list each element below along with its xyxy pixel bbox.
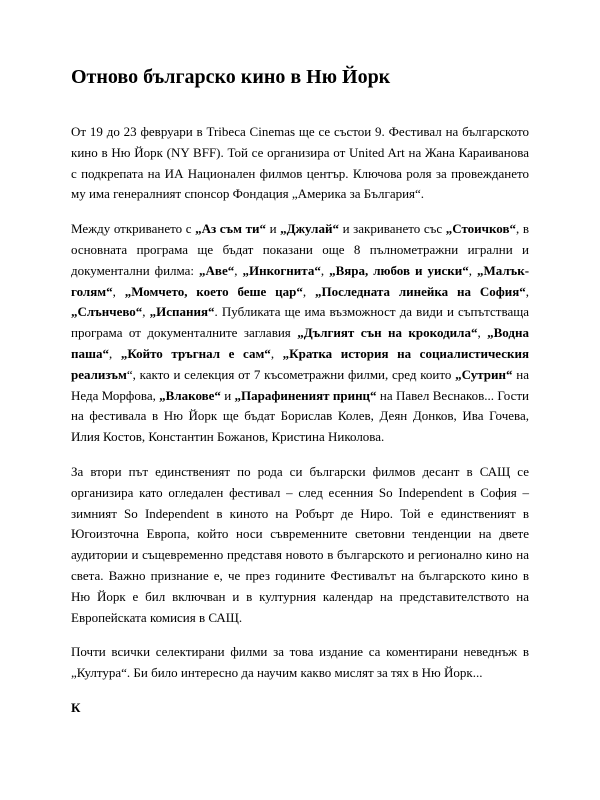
film-title: „Момчето, което беше цар“	[124, 283, 303, 299]
program-text: . Публиката ще има възможност да види и съпътстваща програма от документалните заглавия	[71, 304, 529, 341]
program-text: ,	[108, 345, 121, 361]
program-text: и	[220, 387, 235, 403]
film-title: „Кратка история на социалистическия реализъм	[71, 345, 530, 382]
film-title: „Парафиненият принц“	[234, 387, 377, 403]
program-text: ,	[525, 283, 530, 299]
program-text: Между откриването с	[71, 221, 196, 237]
article-title: Отново българско кино в Ню Йорк	[71, 66, 391, 88]
film-title: „Испания“	[149, 304, 215, 320]
program-text: ,	[112, 283, 125, 299]
author-signature: К	[71, 699, 81, 715]
film-title: „Аз съм ти“	[195, 221, 266, 237]
program-text: ,	[477, 325, 488, 341]
film-title: „Малък-голям“	[71, 262, 530, 299]
film-title: „Дългият сън на крокодила“	[297, 325, 478, 341]
film-title: „Стоичков“	[445, 221, 517, 237]
film-title: „Джулай“	[280, 221, 339, 237]
paragraph-kultura: Почти всички селектирани филми за това издание са коментирани неведнъж в „Култура“. Би било интересно да научим какво мислят за тях в Ню Йорк...	[71, 644, 529, 681]
program-text: и	[265, 221, 281, 237]
film-title: „Аве“	[199, 262, 235, 278]
article-body	[71, 122, 529, 719]
program-text: ,	[142, 304, 150, 320]
program-text: ,	[468, 262, 477, 278]
program-text: на Павел Веснаков... Гости на фестивала в Ню Йорк ще бъдат Борислав Колев, Деян Донков, Ива Гочева, Илия Костов, Константин Божанов, Кристина Николова.	[71, 387, 529, 445]
film-title: „Последната линейка на София“	[314, 283, 526, 299]
film-title: „Вяра, любов и уиски“	[329, 262, 469, 278]
film-title: „Влакове“	[159, 387, 221, 403]
program-text: и закриването със	[338, 221, 446, 237]
program-text: ,	[270, 345, 283, 361]
program-text: ,	[320, 262, 330, 278]
paragraph-festival-intro: От 19 до 23 февруари в Tribeca Cinemas ще се състои 9. Фестивал на българското кино в Ню Йорк (NY BFF). Той се организира от United Art на Жана Караиванова с подкрепата на ИА Национален филмов център. Ключова роля за провеждането му има генералният спонсор Фондация „Америка за България“.	[71, 124, 529, 202]
program-text: ,	[302, 283, 315, 299]
film-title: „Водна паша“	[71, 325, 530, 361]
film-title: „Сутрин“	[455, 366, 513, 382]
program-text: ,	[234, 262, 243, 278]
program-text: “, както и селекция от 7 късометражни филми, сред които	[126, 366, 456, 382]
film-title: „Слънчево“	[71, 304, 143, 320]
film-title: „Който тръгнал е сам“	[120, 345, 271, 361]
program-text: , в основната програма ще бъдат показани още 8 пълнометражни игрални и документални филма:	[71, 221, 530, 278]
paragraph-mirror-festival: За втори път единственият по рода си български филмов десант в САЩ се организира като огледален фестивал – след есенния So Independent в София – зимният So Independent в киното на Робърт де Ниро. Той е единственият в Югоизточна Европа, който носи съвременните световни тенденции на двете аудитории и същевременно представя новото в българското и регионално кино на света. Важно признание е, че през годините Фестивалът на българското кино в Ню Йорк е бил включван и в културния календар на представителството на Европейската комисия в САЩ.	[71, 463, 529, 625]
film-title: „Инкогнита“	[242, 262, 321, 278]
paragraph-program	[71, 219, 529, 448]
program-text: на Неда Морфова,	[71, 366, 529, 403]
